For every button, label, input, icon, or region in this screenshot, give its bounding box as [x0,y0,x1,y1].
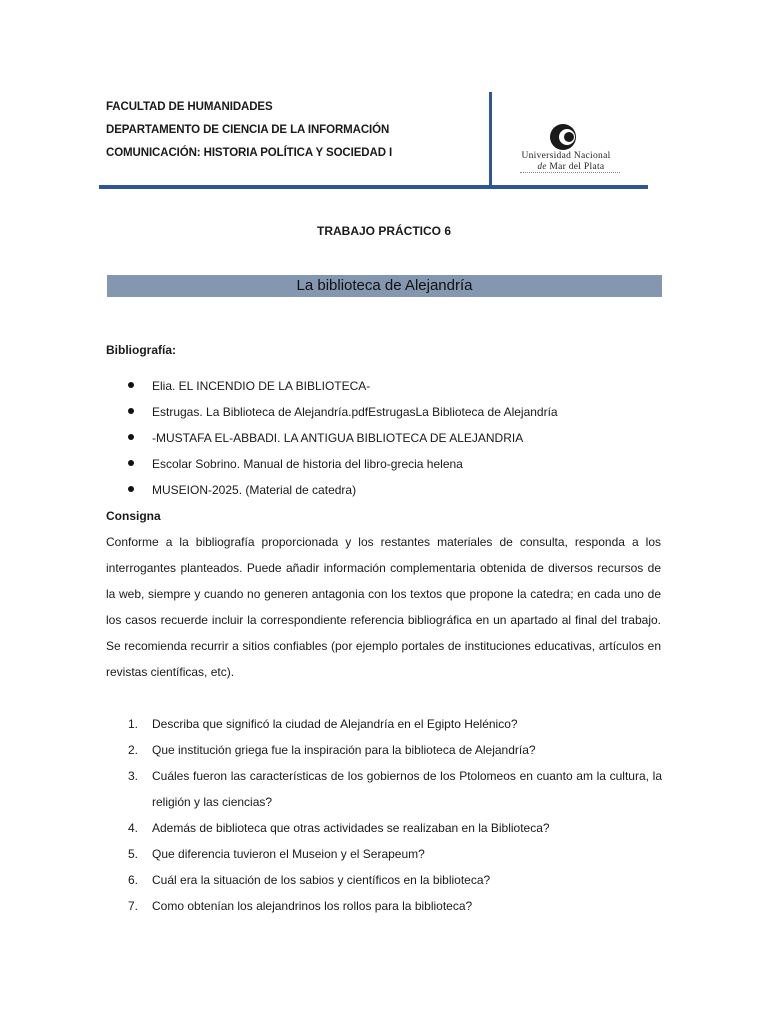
question-text: Que institución griega fue la inspiración para la biblioteca de Alejandría? [152,743,536,757]
logo-subline [520,172,620,175]
question-number: 3. [128,769,139,783]
university-logo [500,122,628,176]
bibliography-item [106,399,666,425]
logo-line-2 [514,161,628,172]
header-text-block [106,96,476,165]
bullet-icon [128,408,134,414]
bibliography-item-text: Escolar Sobrino. Manual de historia del libro-grecia helena [152,457,463,471]
consigna-paragraph: Conforme a la bibliografía proporcionada y los restantes materiales de consulta, responda a los interrogantes planteados. Puede añadir información complementaria obtenida de diversos recursos de la web, siempre y cuando no generen antagonia con los textos que propone la catedra; en cada uno de los casos recuerde incluir la correspondiente referencia bibliográfica en un apartado al final del trabajo. Se recomienda recurrir a sitios confiables (por ejemplo portales de instituciones educativas, artículos en revistas científicas, etc). [106,535,661,679]
question-number: 1. [128,717,139,731]
bullet-icon [128,486,134,492]
bullet-icon [128,434,134,440]
bibliography-item-text: -MUSTAFA EL-ABBADI. LA ANTIGUA BIBLIOTECA DE ALEJANDRIA [152,431,524,445]
consigna-label: Consigna [106,509,161,523]
bibliography-item [106,477,666,503]
question-item [106,711,662,737]
bibliography-item-text: Estrugas. La Biblioteca de Alejandría.pdfEstrugasLa Biblioteca de Alejandría [152,405,558,419]
bibliography-list [106,373,666,503]
header-horizontal-rule [99,185,648,189]
question-item [106,841,662,867]
logo-line-2-prefix: de [537,161,547,171]
question-item [106,737,662,763]
question-number: 4. [128,821,139,835]
bibliography-item [106,451,666,477]
question-text: Además de biblioteca que otras actividades se realizaban en la Biblioteca? [152,821,550,835]
header-vertical-rule [489,92,492,188]
faculty-name: FACULTAD DE HUMANIDADES [106,101,273,113]
question-text: Cuáles fueron las características de los gobiernos de los Ptolomeos en cuanto am la cultura, la religión y las ciencias? [152,769,662,809]
bibliography-item-text: Elia. EL INCENDIO DE LA BIBLIOTECA- [152,379,371,393]
question-text: Que diferencia tuvieron el Museion y el Serapeum? [152,847,425,861]
question-number: 5. [128,847,139,861]
question-item [106,867,662,893]
department-name: DEPARTAMENTO DE CIENCIA DE LA INFORMACIÓN [106,124,390,136]
question-text: Describa que significó la ciudad de Alejandría en el Egipto Helénico? [152,717,518,731]
bibliography-item [106,373,666,399]
question-text: Cuál era la situación de los sabios y científicos en la biblioteca? [152,873,491,887]
subject-name: COMUNICACIÓN: HISTORIA POLÍTICA Y SOCIEDAD I [106,147,393,159]
question-item [106,815,662,841]
bullet-icon [128,460,134,466]
questions-list [106,711,662,919]
bibliography-item-text: MUSEION-2025. (Material de catedra) [152,483,357,497]
university-emblem-icon [548,122,578,152]
question-number: 2. [128,743,139,757]
bibliography-label: Bibliografía: [106,343,177,357]
assignment-title: TRABAJO PRÁCTICO 6 [316,224,451,238]
bibliography-item [106,425,666,451]
question-number: 6. [128,873,139,887]
logo-line-2-main: Mar del Plata [549,162,605,172]
bullet-icon [128,382,134,388]
topic-banner: La biblioteca de Alejandría [107,275,662,297]
logo-line-1: Universidad Nacional [521,151,611,161]
question-text: Como obtenían los alejandrinos los rollos para la biblioteca? [152,899,473,913]
question-number: 7. [128,899,139,913]
question-item [106,893,662,919]
question-item [106,763,662,815]
